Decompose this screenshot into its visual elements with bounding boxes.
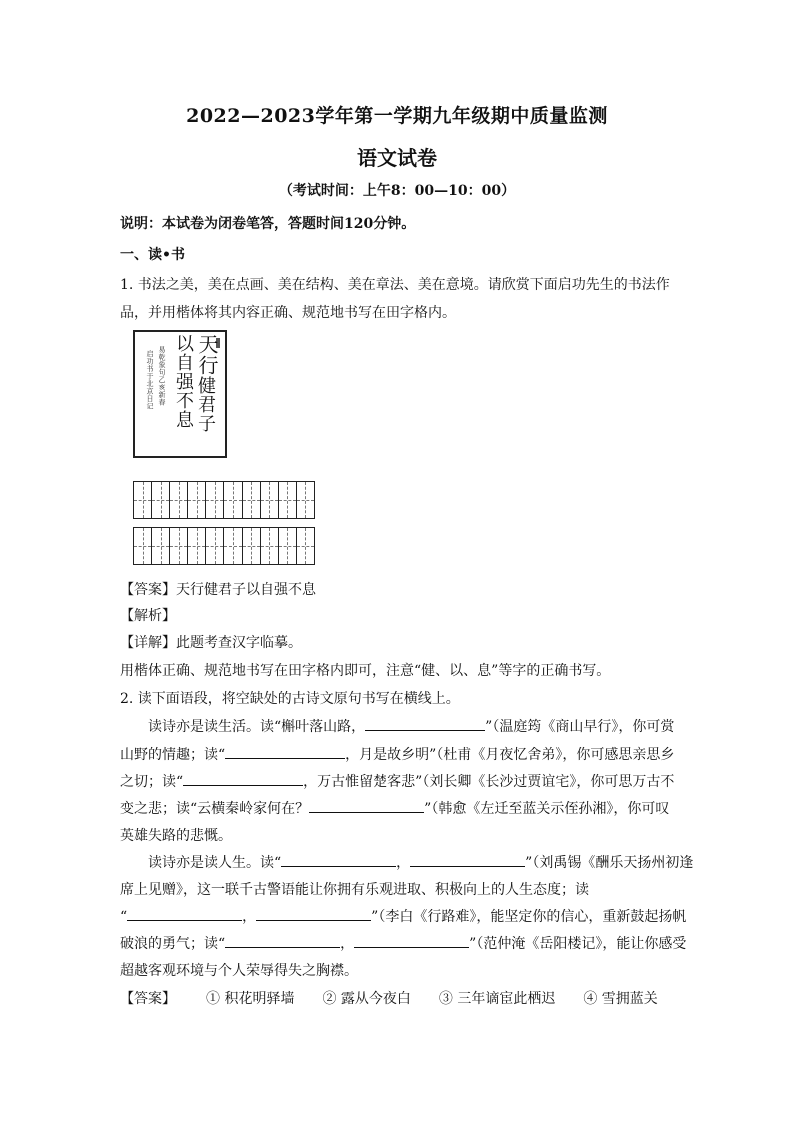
tianzige-cell	[187, 528, 205, 564]
q2-answer-1: ① 积花明驿墙	[206, 991, 295, 1007]
fill-blank	[365, 716, 485, 731]
exam-title: 2022—2023学年第一学期九年级期中质量监测	[186, 105, 608, 127]
q2-p1-line4: 变之悲；读“云横秦岭家何在？ ”（韩愈《左迁至蓝关示侄孙湘》，你可叹	[120, 798, 669, 818]
tianzige-cell	[205, 528, 223, 564]
q1-detail2: 用楷体正确、规范地书写在田字格内即可，注意“健、以、息”等字的正确书写。	[120, 663, 611, 679]
tianzige-cell	[151, 482, 169, 518]
fill-blank	[410, 852, 525, 867]
q2-p2-line1: 读诗亦是读人生。读“ ， ”（刘禹锡《酬乐天扬州初逢	[148, 852, 693, 872]
tianzige-cell	[223, 528, 241, 564]
tianzige-cell	[296, 528, 314, 564]
fill-blank	[256, 906, 371, 921]
q1-answer: 【答案】天行健君子以自强不息	[120, 582, 316, 598]
q2-answer-3: ③ 三年谪宦此栖迟	[438, 991, 556, 1007]
tianzige-cell	[278, 528, 296, 564]
exam-subtitle: 语文试卷	[357, 146, 437, 170]
fill-blank	[309, 798, 424, 813]
q2-p1-line2: 山野的情趣；读“ ，月是故乡明”（杜甫《月夜忆舍弟》，你可感思亲思乡	[120, 744, 674, 764]
q2-intro: 2. 读下面语段，将空缺处的古诗文原句书写在横线上。	[120, 691, 460, 707]
fill-blank	[183, 771, 303, 786]
tianzige-cell	[205, 482, 223, 518]
tianzige-cell	[187, 482, 205, 518]
tianzige-cell	[223, 482, 241, 518]
q2-p2-line5: 超越客观环境与个人荣辱得失之胸襟。	[120, 963, 358, 979]
q2-p1-line5: 英雄失路的悲慨。	[120, 828, 232, 844]
calligraphy-inscription2: 启功书于北京日记	[146, 350, 154, 410]
tianzige-cell	[134, 528, 151, 564]
q2-answer-line	[120, 988, 686, 1008]
q1-text-line1: 1. 书法之美，美在点画、美在结构、美在章法、美在意境。请欣赏下面启功先生的书法作	[120, 277, 670, 293]
tianzige-cell	[169, 528, 187, 564]
tianzige-cell	[151, 528, 169, 564]
q2-p2-line4: 破浪的勇气；读“ ， ”（范仲淹《岳阳楼记》，能让你感受	[120, 933, 686, 953]
tianzige-grid-row1	[133, 481, 315, 519]
tianzige-cell	[169, 482, 187, 518]
q2-p1-line3: 之切；读“ ，万古惟留楚客悲”（刘长卿《长沙过贾谊宅》，你可思万古不	[120, 771, 674, 791]
q2-answer-4: ④ 雪拥蓝关	[583, 991, 658, 1007]
tianzige-cell	[242, 482, 260, 518]
section-heading: 一、读•书	[120, 247, 185, 263]
tianzige-cell	[134, 482, 151, 518]
exam-note: 说明：本试卷为闭卷笔答，答题时间120分钟。	[120, 216, 416, 232]
fill-blank	[127, 906, 242, 921]
calligraphy-col1b: 健君子	[195, 376, 216, 433]
calligraphy-image	[133, 330, 227, 458]
fill-blank	[281, 852, 396, 867]
q2-answer-label: 【答案】	[120, 991, 176, 1007]
q2-p2-line2: 席上见赠》，这一联千古警语能让你拥有乐观进取、积极向上的人生态度；读	[120, 882, 589, 898]
q2-p1-line1: 读诗亦是读生活。读“槲叶落山路， ”（温庭筠《商山早行》，你可赏	[148, 716, 674, 736]
calligraphy-inscription1: 易乾象句乙亥新春	[158, 346, 166, 406]
tianzige-cell	[278, 482, 296, 518]
q1-text-line2: 品，并用楷体将其内容正确、规范地书写在田字格内。	[120, 305, 456, 321]
q2-answer-2: ② 露从今夜白	[322, 991, 411, 1007]
q1-detail: 【详解】此题考查汉字临摹。	[120, 635, 302, 651]
tianzige-grid-row2	[133, 527, 315, 565]
q1-analysis: 【解析】	[120, 608, 176, 624]
tianzige-cell	[296, 482, 314, 518]
exam-time: （考试时间：上午8：00—10：00）	[278, 183, 516, 199]
fill-blank	[225, 744, 345, 759]
tianzige-cell	[260, 528, 278, 564]
q2-p2-line3: “ ， ”（李白《行路难》，能坚定你的信心，重新鼓起扬帆	[120, 906, 686, 926]
tianzige-cell	[242, 528, 260, 564]
calligraphy-col1: 天行	[195, 334, 219, 376]
fill-blank	[354, 933, 469, 948]
fill-blank	[225, 933, 340, 948]
tianzige-cell	[260, 482, 278, 518]
calligraphy-col2: 以自强不息	[173, 334, 194, 429]
